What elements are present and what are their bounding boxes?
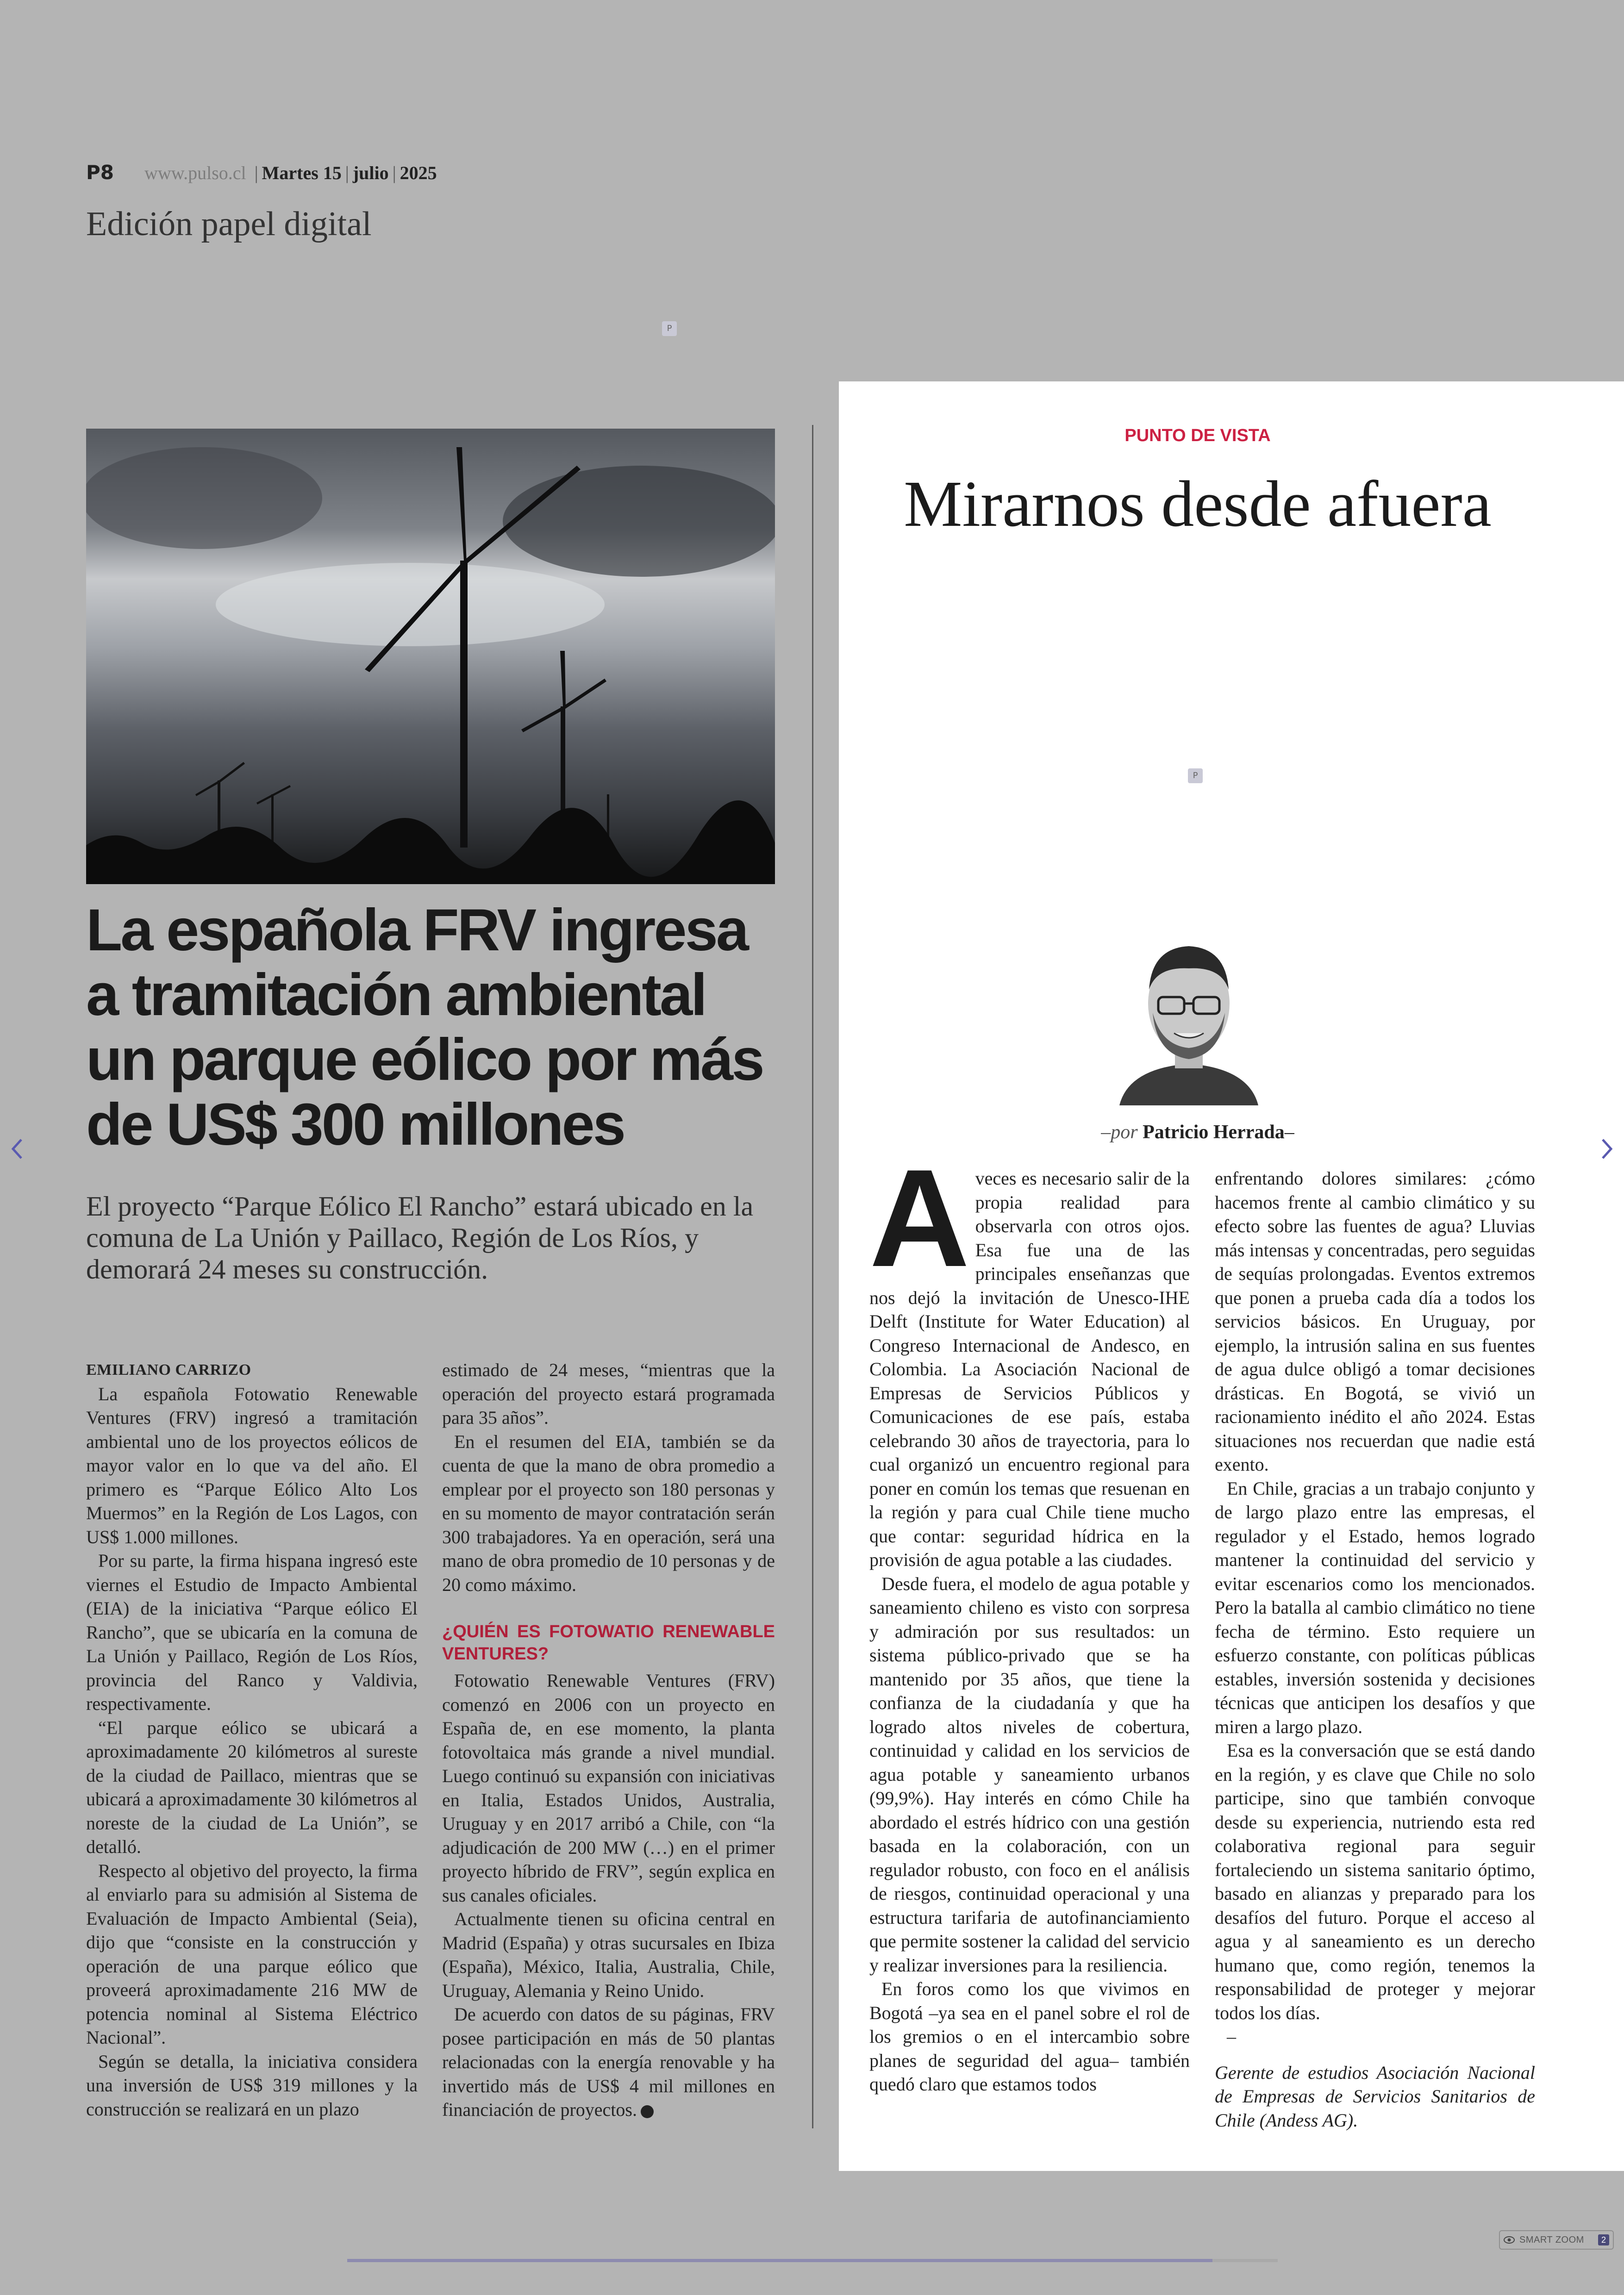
paragraph: Según se detalla, la iniciativa considera una inversión de US$ 319 millones y la construcción se realizará en un plazo xyxy=(86,2051,418,2120)
eye-icon xyxy=(1504,2236,1515,2244)
smart-zoom-button[interactable] xyxy=(1499,2230,1614,2250)
opinion-column-1 xyxy=(869,1140,1190,2096)
page-marker-icon[interactable]: P xyxy=(1188,768,1203,783)
paragraph: enfrentando dolores similares: ¿cómo hacemos frente al cambio climático y su efecto sobre las fuentes de agua? Lluvias más intensas y concentradas, pero seguidas de sequías prolongadas. Eventos extremos que ponen a prueba cada día a todos los servicios básicos. En Uruguay, por ejemplo, la intrusión salina en sus fuentes de agua dulce obligó a tomar decisiones drásticas. En Bogotá, se vivió un racionamiento inédito el año 2024. Estas situaciones nos recuerdan que nadie está exento. xyxy=(1215,1168,1535,1475)
paragraph: Esa es la conversación que se está dando en la región, y es clave que Chile no solo participe, sino que también convoque desde su experiencia, nutriendo esta red colaborativa regional para seguir fortaleciendo un sistema sanitario óptimo, basado en alianzas y preparado para los desafíos del futuro. Porque el acceso al agua y al saneamiento es un derecho humano que, como región, tenemos la responsabilidad de proteger y mejorar todos los días. xyxy=(1215,1740,1535,2023)
article-subtitle: El proyecto “Parque Eólico El Rancho” estará ubicado en la comuna de La Unión y Paillaco, Región de Los Ríos, y demorará 24 meses su construcción. xyxy=(86,1191,754,1285)
article-column-1 xyxy=(86,1358,418,2121)
chevron-left-icon[interactable] xyxy=(8,1135,27,1163)
author-suffix: – xyxy=(1284,1122,1294,1143)
author-name: Patricio Herrada xyxy=(1143,1122,1285,1143)
opinion-column-2 xyxy=(1215,1166,1535,2132)
paragraph: Fotowatio Renewable Ventures (FRV) comenzó en 2006 con un proyecto en España de, en ese momento, la planta fotovoltaica más grande a nivel mundial. Luego continuó su expansión con iniciativas en Italia, Estados Unidos, Australia, Uruguay y en 2017 arribó a Chile, con “la adjudicación de 200 MW (…) en el primer proyecto híbrido de FRV”, según explica en sus canales oficiales. xyxy=(442,1670,775,1906)
opinion-title: Mirarnos desde afuera xyxy=(904,467,1492,540)
paragraph: Respecto al objetivo del proyecto, la firma al enviarlo para su admisión al Sistema de Evaluación de Impacto Ambiental (Seia), dijo que “consiste en la construcción y operación de una parque eólico que proveerá aproximadamente 216 MW de potencia nominal al Sistema Eléctrico Nacional”. xyxy=(86,1860,418,2048)
paragraph: En el resumen del EIA, también se da cuenta de que la mano de obra promedio a emplear por el proyecto son 180 personas y en su momento de mayor contratación serán 300 trabajadores. Ya en operación, será una mano de obra promedio de 10 personas y de 20 como máximo. xyxy=(442,1431,775,1595)
chevron-right-icon[interactable] xyxy=(1597,1135,1616,1163)
paragraph: estimado de 24 meses, “mientras que la operación del proyecto estará programada para 35 años”. xyxy=(442,1360,775,1428)
article-subhead: ¿QUIÉN ES FOTOWATIO RENEWABLE VENTURES? xyxy=(442,1622,775,1664)
page-number: P8 xyxy=(86,161,114,184)
paragraph-final xyxy=(442,2002,775,2122)
edition-label: Edición papel digital xyxy=(86,205,372,243)
article-headline: La española FRV ingresa a tramitación ambiental un parque eólico por más de US$ 300 millones xyxy=(86,897,763,1158)
date-year: 2025 xyxy=(400,162,437,183)
paragraph-text: De acuerdo con datos de su páginas, FRV posee participación en más de 50 plantas relacionadas con la energía renovable y ha invertido más de US$ 4 mil millones en financiación de proyectos. xyxy=(442,2004,775,2120)
drop-cap: A xyxy=(869,1140,970,1296)
smart-zoom-label: SMART ZOOM xyxy=(1519,2234,1584,2245)
paragraph: veces es necesario salir de la propia realidad para observarla con otros ojos. Esa fue una de las principales enseñanzas que nos dejó la invitación de Unesco-IHE Delft (Institute for Water Education) al Congreso Internacional de Andesco, en Colombia. La Asociación Nacional de Empresas de Servicios Públicos y Comunicaciones de ese país, estaba celebrando 30 años de trayectoria, para lo cual organizó un encuentro regional para poner en común los temas que resuenan en la región y para cual Chile tiene mucho que contar: seguridad hídrica en la provisión de agua potable a las ciudades. xyxy=(869,1168,1190,1570)
end-mark-icon xyxy=(641,2105,654,2118)
paragraph: Actualmente tienen su oficina central en Madrid (España) y otras sucursales en Ibiza (España), México, Italia, Australia, Chile, Uruguay, Alemania y Reino Unido. xyxy=(442,1908,775,2001)
dash: – xyxy=(1227,2026,1236,2047)
paragraph: En Chile, gracias a un trabajo conjunto y de largo plazo entre las empresas, el regulador y el Estado, hemos logrado mantener la continuidad del servicio y evitar escenarios como los mencionados. Pero la batalla al cambio climático no tiene fecha de término. Esto requiere un esfuerzo constante, con políticas públicas estables, inversión sostenida y decisiones técnicas que anticipen los desafíos y que miren a largo plazo. xyxy=(1215,1478,1535,1737)
section-kicker: PUNTO DE VISTA xyxy=(1124,426,1271,445)
page-header: P8 www.pulso.cl | Martes 15 | julio | 2025 xyxy=(86,161,437,184)
page-marker-icon[interactable]: P xyxy=(662,321,677,336)
paragraph: Desde fuera, el modelo de agua potable y saneamiento chileno es visto con sorpresa y admiración por sus resultados: un sistema público-privado que se ha mantenido por 35 años, que tiene la confianza de la ciudadanía y que ha logrado altos niveles de cobertura, continuidad y calidad en los servicios de agua potable y saneamiento urbanos (99,9%). Hay interés en cómo Chile ha abordado el estrés hídrico con una gestión basada en la colaboración, con un regulador robusto, con foco en el análisis de riesgos, continuidad operacional y una estructura tarifaria de autofinanciamiento que permite sostener la calidad del servicio y realizar inversiones para la resiliencia. xyxy=(869,1573,1190,1976)
wind-turbines-photo xyxy=(86,429,775,884)
reading-progress-track[interactable] xyxy=(1212,2259,1278,2262)
paragraph: En foros como los que vivimos en Bogotá –ya sea en el panel sobre el rol de los gremios o en el intercambio sobre planes de seguridad del agua– también quedó claro que estamos todos xyxy=(869,1978,1190,2095)
date-weekday: Martes 15 xyxy=(262,162,342,183)
paragraph: La española Fotowatio Renewable Ventures (FRV) ingresó a tramitación ambiental uno de los proyectos eólicos de mayor valor en lo que va del año. El primero es “Parque Eólico Alto Los Muermos” en la Región de Los Lagos, con US$ 1.000 millones. xyxy=(86,1383,418,1547)
smart-zoom-badge: 2 xyxy=(1598,2234,1609,2245)
article-byline: EMILIANO CARRIZO xyxy=(86,1361,251,1378)
author-portrait xyxy=(1110,929,1268,1105)
article-column-2 xyxy=(442,1358,775,2122)
paragraph: “El parque eólico se ubicará a aproximadamente 20 kilómetros al sureste de la ciudad de Paillaco, mientras que se ubicará a aproximadamente 30 kilómetros al noreste de la ciudad de La Unión”, se detalló. xyxy=(86,1717,418,1857)
paragraph: Por su parte, la firma hispana ingresó este viernes el Estudio de Impacto Ambiental (EIA) de la iniciativa “Parque eólico El Rancho”, que se ubicaría en la comuna de La Unión y Paillaco, Región de Los Ríos, provincia del Ranco y Valdivia, respectivamente. xyxy=(86,1550,418,1714)
column-divider xyxy=(812,425,813,2128)
date-month: julio xyxy=(352,162,389,183)
site-url[interactable]: www.pulso.cl xyxy=(144,162,246,183)
author-signature: Gerente de estudios Asociación Nacional de Empresas de Servicios Sanitarios de Chile (Andess AG). xyxy=(1215,2062,1535,2131)
author-prefix: –por xyxy=(1101,1122,1138,1143)
reading-progress-bar[interactable] xyxy=(347,2259,1212,2262)
